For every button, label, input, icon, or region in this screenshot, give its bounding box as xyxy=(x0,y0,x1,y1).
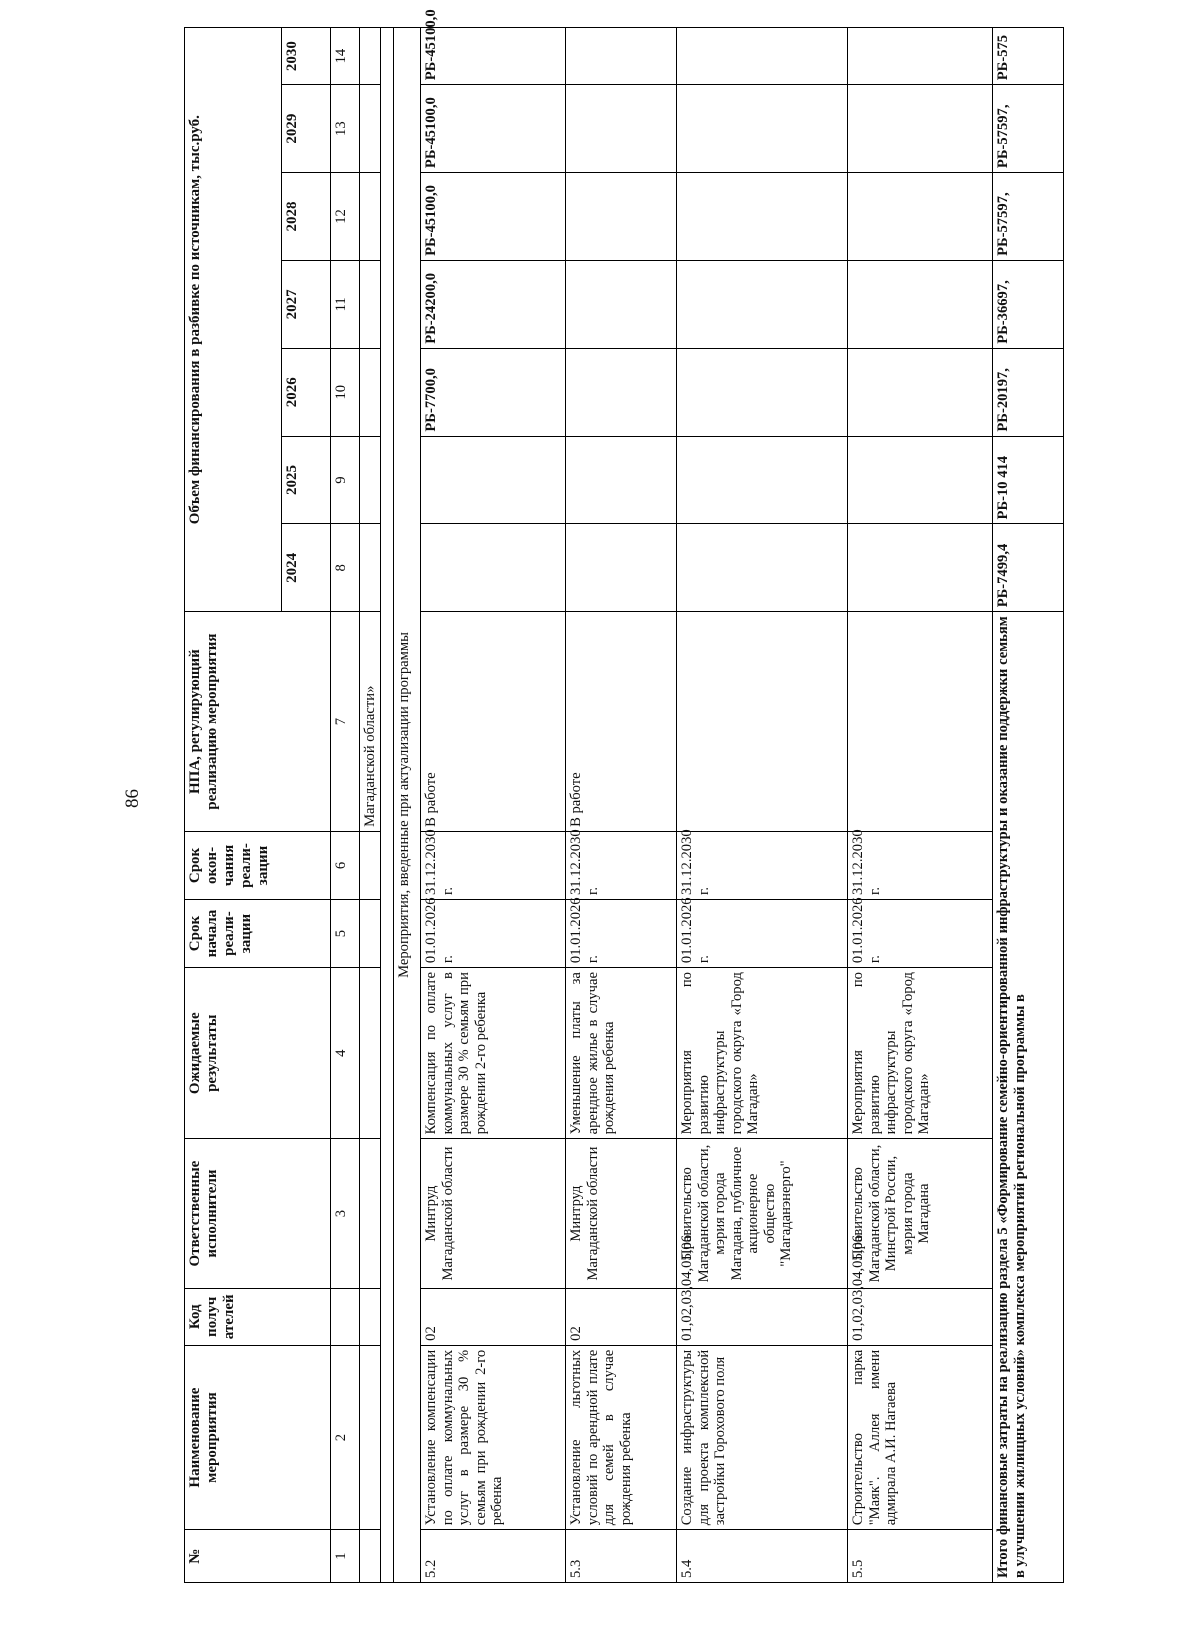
header-no: № xyxy=(185,1530,331,1583)
row-y2030 xyxy=(566,28,677,85)
row-end: 31.12.2030 г. xyxy=(848,831,993,899)
total-y2025: РБ-10 414 xyxy=(993,436,1064,524)
row-executors: Минтруд Магаданской области xyxy=(421,1139,566,1288)
continuation-row xyxy=(360,28,381,1583)
total-y2028: РБ-57597, xyxy=(993,173,1064,261)
header-results: Ожидаемые результаты xyxy=(185,968,331,1139)
colnum-5: 5 xyxy=(331,900,360,968)
page-number: 86 xyxy=(122,789,143,808)
row-y2026: РБ-7700,0 xyxy=(421,348,566,436)
header-year-2029: 2029 xyxy=(282,85,331,173)
header-year-2030: 2030 xyxy=(282,28,331,85)
row-y2029 xyxy=(566,85,677,173)
header-year-2026: 2026 xyxy=(282,348,331,436)
colnum-6: 6 xyxy=(331,831,360,899)
header-end: Срок окон-чания реали-зации xyxy=(185,831,331,899)
row-y2030 xyxy=(848,28,993,85)
row-y2024 xyxy=(421,524,566,612)
row-y2025 xyxy=(677,436,848,524)
header-code: Код получ ателей xyxy=(185,1288,331,1345)
colnum-empty xyxy=(331,1288,360,1345)
row-y2029: РБ-45100,0 xyxy=(421,85,566,173)
row-name: Строительство парка "Маяк". Аллея имени адмирала А.И. Нагаева xyxy=(848,1345,993,1529)
section-row xyxy=(394,28,421,1583)
total-y2024: РБ-7499,4 xyxy=(993,524,1064,612)
row-code: 02 xyxy=(566,1288,677,1345)
header-funding: Объем финансирования в разбивке по источникам, тыс.руб. xyxy=(185,28,282,612)
header-year-2028: 2028 xyxy=(282,173,331,261)
row-y2027: РБ-24200,0 xyxy=(421,260,566,348)
row-result: Компенсация по оплате коммунальных услуг в размере 30 % семьям при рождении 2-го ребенка xyxy=(421,968,566,1139)
colnum-4: 4 xyxy=(331,968,360,1139)
row-npa: В работе xyxy=(566,612,677,832)
header-name: Наименование мероприятия xyxy=(185,1345,331,1529)
table-row xyxy=(421,28,566,1583)
row-no: 5.5 xyxy=(848,1530,993,1583)
row-y2027 xyxy=(677,260,848,348)
table-row xyxy=(677,28,848,1583)
row-y2025 xyxy=(421,436,566,524)
colnum-2: 2 xyxy=(331,1345,360,1529)
row-y2026 xyxy=(566,348,677,436)
row-executors: Минтруд Магаданской области xyxy=(566,1139,677,1288)
header-year-2025: 2025 xyxy=(282,436,331,524)
row-y2024 xyxy=(566,524,677,612)
row-no: 5.4 xyxy=(677,1530,848,1583)
total-row xyxy=(993,28,1064,1583)
row-no: 5.2 xyxy=(421,1530,566,1583)
colnum-12: 12 xyxy=(331,173,360,261)
row-y2027 xyxy=(566,260,677,348)
colnum-10: 10 xyxy=(331,348,360,436)
row-code: 01,02,03,04,05,06 xyxy=(677,1288,848,1345)
row-start: 01.01.2026 г. xyxy=(677,900,848,968)
row-y2029 xyxy=(848,85,993,173)
row-name: Установление льготных условий по арендной плате для семей в случае рождения ребенка xyxy=(566,1345,677,1529)
row-name: Создание инфраструктуры для проекта комплексной застройки Горохового поля xyxy=(677,1345,848,1529)
row-y2024 xyxy=(677,524,848,612)
colnum-8: 8 xyxy=(331,524,360,612)
colnum-3: 3 xyxy=(331,1139,360,1288)
row-y2028 xyxy=(566,173,677,261)
row-code: 02 xyxy=(421,1288,566,1345)
row-npa: В работе xyxy=(421,612,566,832)
total-y2029: РБ-57597, xyxy=(993,85,1064,173)
row-result: Мероприятия по развитию инфраструктуры городского округа «Город Магадан» xyxy=(848,968,993,1139)
row-y2030 xyxy=(677,28,848,85)
colnum-14: 14 xyxy=(331,28,360,85)
rotated-table-page xyxy=(184,9,1104,1583)
row-executors: Правительство Магаданской области, Минстрой России, мэрия города Магадана xyxy=(848,1139,993,1288)
colnum-9: 9 xyxy=(331,436,360,524)
row-result: Мероприятия по развитию инфраструктуры городского округа «Город Магадан» xyxy=(677,968,848,1139)
table-row xyxy=(566,28,677,1583)
section-title: Мероприятия, введенные при актуализации программы xyxy=(394,28,421,1583)
row-y2030: РБ-45100,0 xyxy=(421,28,566,85)
colnum-1: 1 xyxy=(331,1530,360,1583)
row-npa xyxy=(848,612,993,832)
continuation-text: Магаданской области» xyxy=(360,612,381,832)
row-start: 01.01.2026 г. xyxy=(848,900,993,968)
header-row xyxy=(185,28,282,1583)
row-y2027 xyxy=(848,260,993,348)
row-end: 31.12.2030 г. xyxy=(677,831,848,899)
row-y2024 xyxy=(848,524,993,612)
table-row xyxy=(848,28,993,1583)
row-y2028 xyxy=(677,173,848,261)
row-executors: Правительство Магаданской области, мэрия города Магадана, публичное акционерное общество "Магаданэнерго" xyxy=(677,1139,848,1288)
row-result: Уменьшение платы за арендное жилье в случае рождения ребенка xyxy=(566,968,677,1139)
row-end: 31.12.2030 г. xyxy=(421,831,566,899)
row-end: 31.12.2030 г. xyxy=(566,831,677,899)
colnum-11: 11 xyxy=(331,260,360,348)
row-start: 01.01.2026 г. xyxy=(566,900,677,968)
header-year-2024: 2024 xyxy=(282,524,331,612)
row-y2026 xyxy=(848,348,993,436)
colnum-7: 7 xyxy=(331,612,360,832)
header-executors: Ответственные исполнители xyxy=(185,1139,331,1288)
colnum-13: 13 xyxy=(331,85,360,173)
row-y2026 xyxy=(677,348,848,436)
header-start: Срок начала реали-зации xyxy=(185,900,331,968)
row-start: 01.01.2026 г. xyxy=(421,900,566,968)
row-y2025 xyxy=(848,436,993,524)
header-year-2027: 2027 xyxy=(282,260,331,348)
row-npa xyxy=(677,612,848,832)
row-y2029 xyxy=(677,85,848,173)
row-y2028: РБ-45100,0 xyxy=(421,173,566,261)
measures-table xyxy=(184,9,1064,1583)
row-name: Установление компенсации по оплате коммунальных услуг в размере 30 % семьям при рождении 2-го ребенка xyxy=(421,1345,566,1529)
row-code: 01,02,03,04,05,06 xyxy=(848,1288,993,1345)
row-y2028 xyxy=(848,173,993,261)
total-y2026: РБ-20197, xyxy=(993,348,1064,436)
row-no: 5.3 xyxy=(566,1530,677,1583)
spacer-row xyxy=(381,28,394,1583)
header-npa: НПА, регулирующий реализацию мероприятия xyxy=(185,612,331,832)
total-y2030: РБ-575 xyxy=(993,28,1064,85)
column-numbers-row xyxy=(331,28,360,1583)
row-y2025 xyxy=(566,436,677,524)
total-y2027: РБ-36697, xyxy=(993,260,1064,348)
total-label: Итого финансовые затраты на реализацию раздела 5 «Формирование семейно-ориентированной инфраструктуры и оказание поддержки семьям в улучшении жилищных условий» комплекса мероприятий региональной программы в xyxy=(993,612,1064,1583)
